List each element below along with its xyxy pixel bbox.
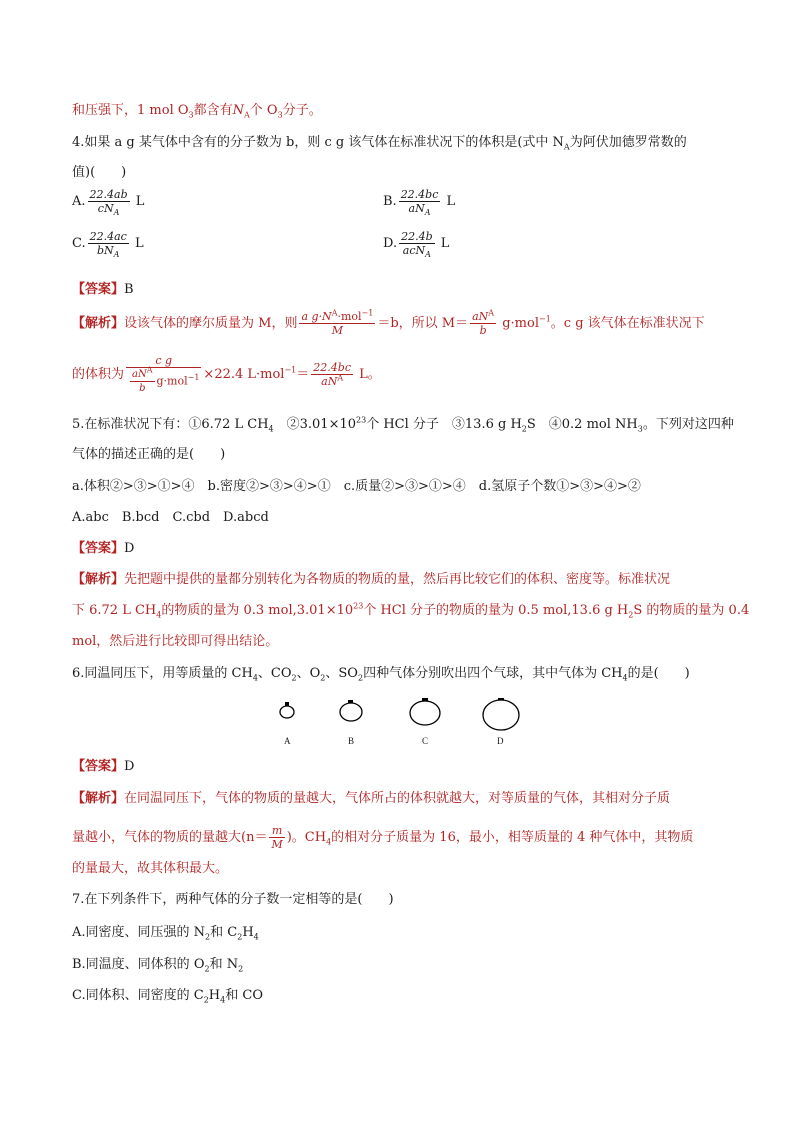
q5-stem-line2: 气体的描述正确的是( )	[72, 447, 226, 462]
q3-tail: 和压强下，1 mol $O_3$都含有$N_A$个 $O_3$分子。	[72, 103, 322, 120]
q6-analysis-line2: 量越小，气体的物质的量越大(n＝ $\frac{m}{M}$ )。$CH_4$的相对分子质量为 16，最小，相等质量的 4 种气体中，其物质	[72, 824, 694, 851]
q4-option-b: B. $\frac{22.4bc}{aN_A}$ L	[383, 188, 456, 218]
q5-options: A.abc B.bcd C.cbd D.abcd	[72, 510, 269, 525]
q6-analysis-line3: 的量最大，故其体积最大。	[72, 861, 229, 876]
q6-analysis-line1: 【解析】在同温同压下，气体的物质的量越大，气体所占的体积就越大，对等质量的气体，其相对分子质	[72, 791, 671, 806]
q4-stem-line1: 4.如果 a g 某气体中含有的分子数为 b，则 c g 该气体在标准状况下的体积是(式中 $N_A$为阿伏加德罗常数的	[72, 135, 687, 152]
q5-answer: 【答案】D	[72, 541, 135, 556]
q6-answer: 【答案】D	[72, 759, 135, 774]
balloon-b	[340, 700, 362, 721]
q5-analysis-line1: 【解析】先把题中提供的量都分别转化为各物质的物质的量，然后再比较它们的体积、密度等。标准状况	[72, 572, 671, 587]
balloon-label-d: D	[497, 736, 504, 746]
q5-items: a.体积②>③>①>④ b.密度②>③>④>① c.质量②>③>①>④ d.氢原子个数①>③>④>②	[72, 479, 641, 494]
q4-analysis-line2: 的体积为 c g $\frac{aN^A}{b}$ g·mol$^{-1}$ ×22.4 L·mol$^{-1}$＝ $\frac{22.4bc}{aN^A}$ L。	[72, 354, 381, 394]
q7-option-b: B.同温度、同体积的 $O_2$和 $N_2$	[72, 957, 244, 974]
q4-option-a: A. $\frac{22.4ab}{cN_A}$ L	[72, 188, 145, 218]
q7-stem: 7.在下列条件下，两种气体的分子数一定相等的是( )	[72, 892, 394, 907]
q6-stem: 6.同温同压下，用等质量的 $CH_4$、$CO_2$、$O_2$、$SO_2$四种气体分别吹出四个气球，其中气体为 $CH_4$的是( )	[72, 666, 690, 683]
q7-option-a: A.同密度、同压强的 $N_2$和 $C_2H_4$	[72, 925, 259, 942]
q5-stem-line1: 5.在标准状况下有：①6.72 L $CH_4$ $②3.01\times 10^{23}$个 HCl 分子 ③13.6 g $H_2S$ ④0.2 mol $NH_3$。下列对这四种	[72, 415, 734, 434]
q4-answer: 【答案】B	[72, 282, 134, 297]
balloon-label-b: B	[348, 736, 355, 746]
balloon-label-c: C	[422, 736, 429, 746]
balloon-c	[410, 698, 440, 725]
q7-option-c: C.同体积、同密度的 $C_2H_4$和 CO	[72, 988, 263, 1005]
balloon-d	[483, 698, 519, 730]
balloon-a	[280, 702, 294, 718]
q5-analysis-line2: 下 6.72 L $CH_4$的物质的量为 0.3 $mol,3.01\times 10^{23}$个 HCl 分子的物质的量为 0.5 mol,13.6 g $H_2S$ 的物质的量为 0.4	[72, 601, 750, 620]
q5-analysis-line3: mol，然后进行比较即可得出结论。	[72, 634, 279, 649]
q4-option-d: D. $\frac{22.4b}{acN_A}$ L	[383, 230, 450, 260]
balloon-label-a: A	[284, 736, 291, 746]
balloon-figure	[272, 698, 532, 748]
q4-stem-line2: 值)( )	[72, 165, 127, 180]
q4-option-c: C. $\frac{22.4ac}{bN_A}$ L	[72, 230, 144, 260]
q4-analysis-line1: 【解析】设该气体的摩尔质量为 M，则 $\frac{a g\cdot N^A\cdot mol^{-1}}{M}$ ＝b，所以 M＝ $\frac{aN^A}{b}$ g·mol$^{-1}$。c g 该气体在标准状况下	[72, 308, 705, 337]
balloons-diagram	[272, 698, 532, 750]
